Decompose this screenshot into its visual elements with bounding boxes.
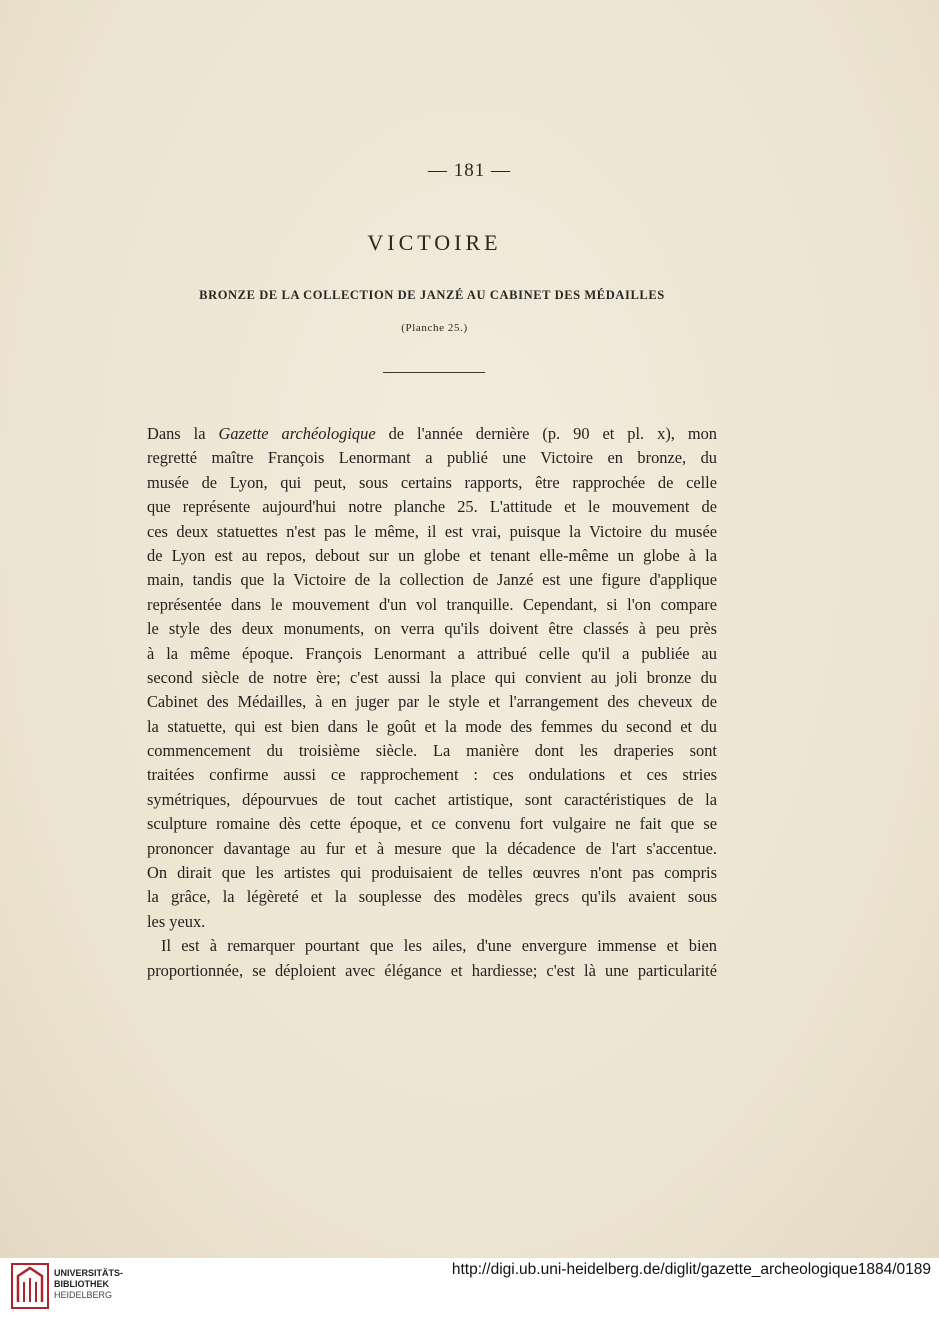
text-line: la grâce, la légèreté et la souplesse des modèles grecs qu'ils avaient sous [147, 887, 717, 907]
article-title: VICTOIRE [367, 230, 502, 255]
text-line: à la même époque. François Lenormant a attribué celle qu'il a publiée au [147, 643, 717, 663]
text-line: On dirait que les artistes qui produisaient de telles œuvres n'ont pas compris [147, 863, 717, 883]
text-line: Cabinet des Médailles, à en juger par le style et l'arrangement des cheveux de [147, 692, 717, 712]
text-line: Il est à remarquer pourtant que les ailes, d'une envergure immense et bien [161, 936, 717, 956]
text-line: représentée dans le mouvement d'un vol tranquille. Cependant, si l'on compare [147, 594, 717, 614]
title-rule [383, 372, 485, 373]
text-line: prononcer davantage au fur et à mesure que la décadence de l'art s'accentue. [147, 838, 717, 858]
text-line: ces deux statuettes n'est pas le même, il est vrai, puisque la Victoire du musée [147, 521, 717, 541]
text-line: symétriques, dépourvues de tout cachet artistique, sont caractéristiques de la [147, 789, 717, 809]
text-line: proportionnée, se déploient avec élégance et hardiesse; c'est là une particularité [147, 960, 717, 980]
article-subtitle: BRONZE DE LA COLLECTION DE JANZÉ AU CABINET DES MÉDAILLES [199, 288, 665, 302]
text-line: musée de Lyon, qui peut, sous certains rapports, être rapprochée de celle [147, 472, 717, 492]
text-line: les yeux. [147, 911, 206, 931]
text-line: traitées confirme aussi ce rapprochement : ces ondulations et ces stries [147, 765, 717, 785]
text-line: Dans la Gazette archéologique de l'année dernière (p. 90 et pl. x), mon [147, 424, 717, 443]
text-line: le style des deux monuments, on verra qu'ils doivent être classés à peu près [147, 619, 717, 639]
text-line: regretté maître François Lenormant a publié une Victoire en bronze, du [147, 448, 717, 468]
text-line: main, tandis que la Victoire de la collection de Janzé est une figure d'applique [147, 570, 717, 590]
library-name-line2: BIBLIOTHEK [54, 1279, 109, 1289]
university-library-logo-icon [10, 1262, 50, 1310]
journal-title: Gazette archéologique [218, 424, 376, 443]
source-url[interactable]: http://digi.ub.uni-heidelberg.de/diglit/gazette_archeologique1884/0189 [451, 1261, 931, 1278]
text-line: que représente aujourd'hui notre planche 25. L'attitude et le mouvement de [147, 497, 717, 517]
text-line: sculpture romaine dès cette époque, et ce convenu fort vulgaire ne fait que se [147, 814, 717, 834]
text-line: de Lyon est au repos, debout sur un globe et tenant elle-même un globe à la [147, 545, 717, 565]
library-name-line1: UNIVERSITÄTS- [54, 1268, 124, 1278]
library-name-line3: HEIDELBERG [54, 1290, 113, 1300]
page-number: — 181 — [428, 160, 511, 181]
text-line: la statuette, qui est bien dans le goût et la mode des femmes du second et du [147, 716, 717, 736]
article-body [147, 422, 717, 983]
library-name [54, 1268, 123, 1301]
text-line: second siècle de notre ère; c'est aussi la place qui convient au joli bronze du [147, 667, 717, 687]
plate-reference: (Planche 25.) [401, 322, 468, 334]
text-line: commencement du troisième siècle. La manière dont les draperies sont [147, 741, 717, 761]
